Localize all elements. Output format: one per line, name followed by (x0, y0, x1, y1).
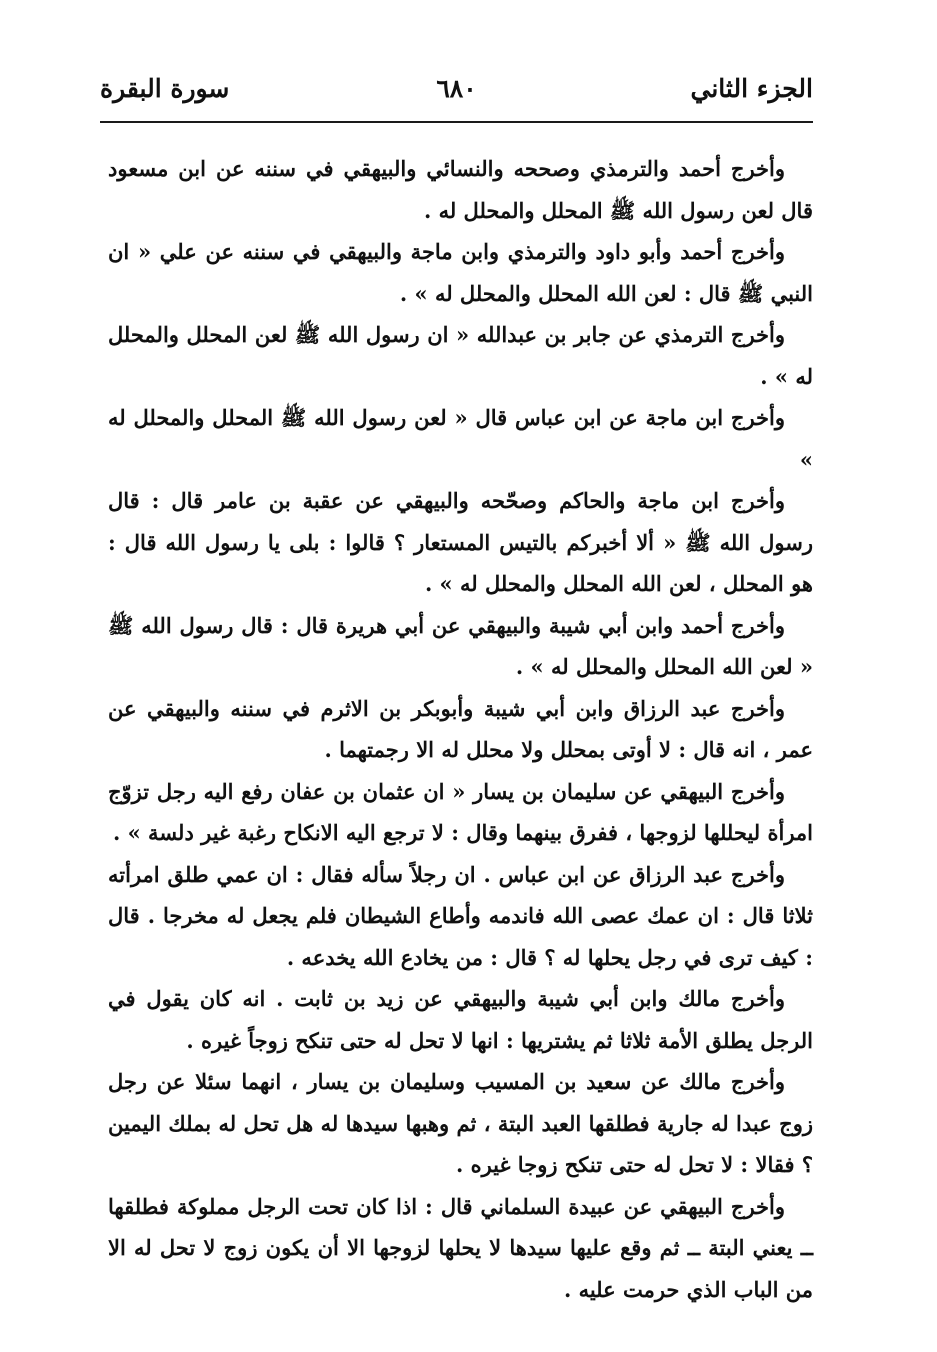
narration-paragraph: وأخرج البيهقي عن سليمان بن يسار « ان عثمان بن عفان رفع اليه رجل تزوّج امرأة ليحللها لزوجها ، ففرق بينهما وقال : لا ترجع اليه الانكاح رغبة غير دلسة » . (108, 778, 813, 845)
narration-paragraph: وأخرج ابن ماجة عن ابن عباس قال « لعن رسول الله ﷺ المحلل والمحلل له » (108, 405, 813, 472)
narration-paragraph: وأخرج الترمذي عن جابر بن عبدالله « ان رسول الله ﷺ لعن المحلل والمحلل له » . (108, 322, 813, 389)
page-number: ٦٨٠ (436, 74, 477, 103)
page-body (108, 148, 813, 1310)
narration-paragraph: وأخرج أحمد وابن أبي شيبة والبيهقي عن أبي هريرة قال : قال رسول الله ﷺ « لعن الله المحلل والمحلل له » . (108, 612, 813, 679)
narration-paragraph: وأخرج مالك عن سعيد بن المسيب وسليمان بن يسار ، انهما سئلا عن رجل زوج عبدا له جارية فطلقها العبد البتة ، ثم وهبها سيدها له هل تحل له بملك اليمين ؟ فقالا : لا تحل له حتى تنكح زوجا غيره . (108, 1069, 813, 1177)
surah-title: سورة البقرة (100, 74, 230, 103)
header-divider (100, 121, 813, 123)
narration-paragraph: وأخرج أحمد وأبو داود والترمذي وابن ماجة والبيهقي في سننه عن علي « ان النبي ﷺ قال : لعن الله المحلل والمحلل له » . (108, 239, 813, 306)
part-title: الجزء الثاني (690, 74, 813, 103)
narration-paragraph: وأخرج أحمد والترمذي وصححه والنسائي والبيهقي في سننه عن ابن مسعود قال لعن رسول الله ﷺ المحلل والمحلل له . (108, 156, 813, 223)
running-header (100, 72, 813, 118)
narration-paragraph: وأخرج عبد الرزاق عن ابن عباس . ان رجلاً سأله فقال : ان عمي طلق امرأته ثلاثا قال : ان عمك عصى الله فاندمه وأطاع الشيطان فلم يجعل له مخرجا . قال : كيف ترى في رجل يحلها له ؟ قال : من يخادع الله يخدعه . (108, 861, 813, 970)
narration-paragraph: وأخرج ابن ماجة والحاكم وصحّحه والبيهقي عن عقبة بن عامر قال : قال رسول الله ﷺ « ألا أخبركم بالتيس المستعار ؟ قالوا : بلى يا رسول الله قال : هو المحلل ، لعن الله المحلل والمحلل له » . (108, 488, 813, 596)
narration-paragraph: وأخرج مالك وابن أبي شيبة والبيهقي عن زيد بن ثابت . انه كان يقول في الرجل يطلق الأمة ثلاثا ثم يشتريها : انها لا تحل له حتى تنكح زوجاً غيره . (108, 986, 813, 1053)
narration-paragraph: وأخرج البيهقي عن عبيدة السلماني قال : اذا كان تحت الرجل مملوكة فطلقها ــ يعني البتة ــ ثم وقع عليها سيدها لا يحلها لزوجها الا أن يكون زوج لا تحل له الا من الباب الذي حرمت عليه . (108, 1193, 813, 1302)
narration-paragraph: وأخرج عبد الرزاق وابن أبي شيبة وأبوبكر بن الاثرم في سننه والبيهقي عن عمر ، انه قال : لا أوتى بمحلل ولا محلل له الا رجمتهما . (108, 695, 813, 762)
